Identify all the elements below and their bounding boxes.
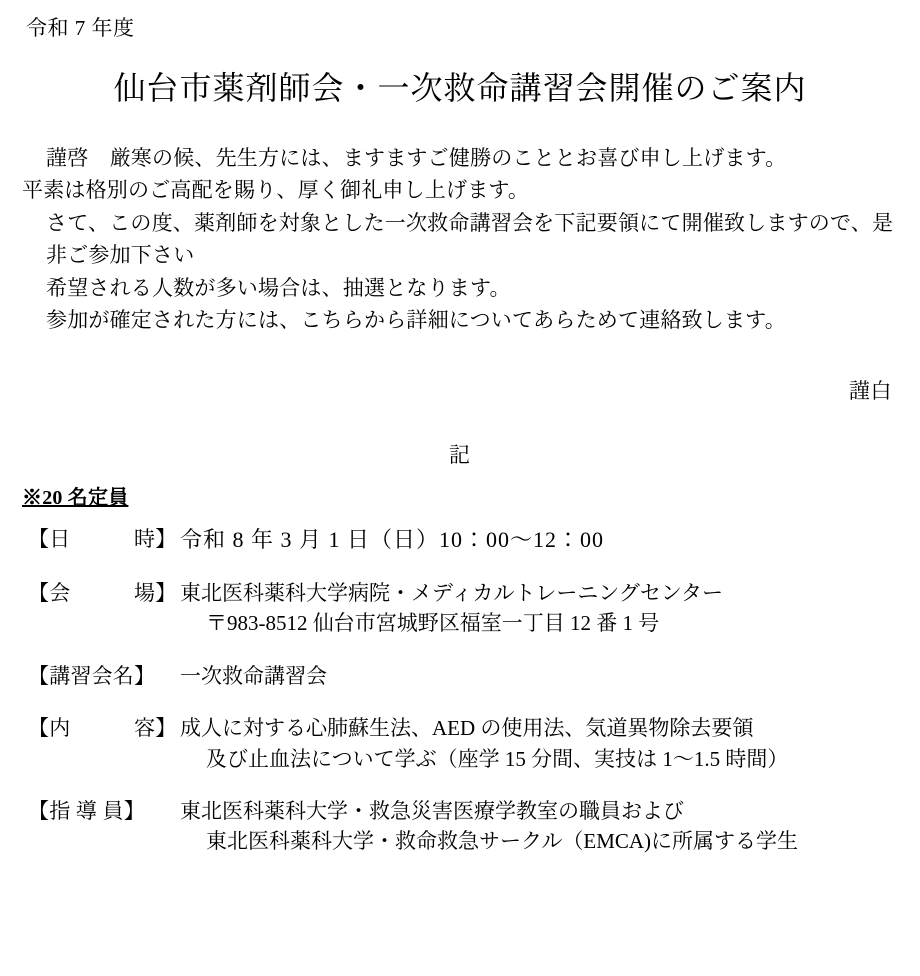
paragraph-confirmation-note: 参加が確定された方には、こちらから詳細についてあらためて連絡致します。 <box>46 308 786 333</box>
detail-row <box>22 713 898 774</box>
detail-label-instructors: 【指 導 員】 <box>28 798 145 823</box>
closing-salutation: 謹白 <box>849 378 892 403</box>
capacity-note: ※20 名定員 <box>22 486 129 509</box>
detail-label-content: 【内 容】 <box>28 716 177 741</box>
detail-row <box>22 524 898 556</box>
detail-row <box>22 661 898 691</box>
page-title: 仙台市薬剤師会・一次救命講習会開催のご案内 <box>113 70 807 107</box>
paragraph-greeting-2: 平素は格別のご高配を賜り、厚く御礼申し上げます。 <box>22 178 530 203</box>
detail-label-course-name: 【講習会名】 <box>28 663 156 688</box>
detail-label-datetime: 【日 時】 <box>28 526 177 551</box>
detail-value-datetime <box>180 524 898 556</box>
greeting-body <box>22 142 898 337</box>
detail-row <box>22 578 898 639</box>
detail-line: 及び止血法について学ぶ（座学 15 分間、実技は 1〜1.5 時間） <box>206 746 789 771</box>
paragraph-greeting-1: 謹啓 厳寒の候、先生方には、ますますご健勝のこととお喜び申し上げます。 <box>46 145 787 170</box>
fiscal-year-label: 令和 7 年度 <box>26 16 135 40</box>
detail-line: 令和 8 年 3 月 1 日（日）10：00〜12：00 <box>180 526 605 552</box>
paragraph-purpose: さて、この度、薬剤師を対象とした一次救命講習会を下記要領にて開催致しますので、是非ご参加下さい <box>46 210 894 268</box>
detail-value-instructors <box>180 796 898 857</box>
detail-value-venue <box>180 578 898 639</box>
detail-value-course-name <box>180 661 898 691</box>
detail-line: 東北医科薬科大学・救命救急サークル（EMCA)に所属する学生 <box>206 829 799 854</box>
event-details-list <box>22 524 898 857</box>
detail-value-content <box>180 713 898 774</box>
detail-line: 一次救命講習会 <box>180 663 327 688</box>
ki-marker: 記 <box>449 442 471 467</box>
detail-row <box>22 796 898 857</box>
paragraph-lottery-note: 希望される人数が多い場合は、抽選となります。 <box>46 275 511 300</box>
detail-label-venue: 【会 場】 <box>28 580 177 605</box>
detail-line: 東北医科薬科大学・救急災害医療学教室の職員および <box>180 798 684 823</box>
detail-line: 成人に対する心肺蘇生法、AED の使用法、気道異物除去要領 <box>180 716 754 741</box>
detail-line: 東北医科薬科大学病院・メディカルトレーニングセンター <box>180 580 724 605</box>
detail-line-address: 〒983-8512 仙台市宮城野区福室一丁目 12 番 1 号 <box>206 611 660 636</box>
